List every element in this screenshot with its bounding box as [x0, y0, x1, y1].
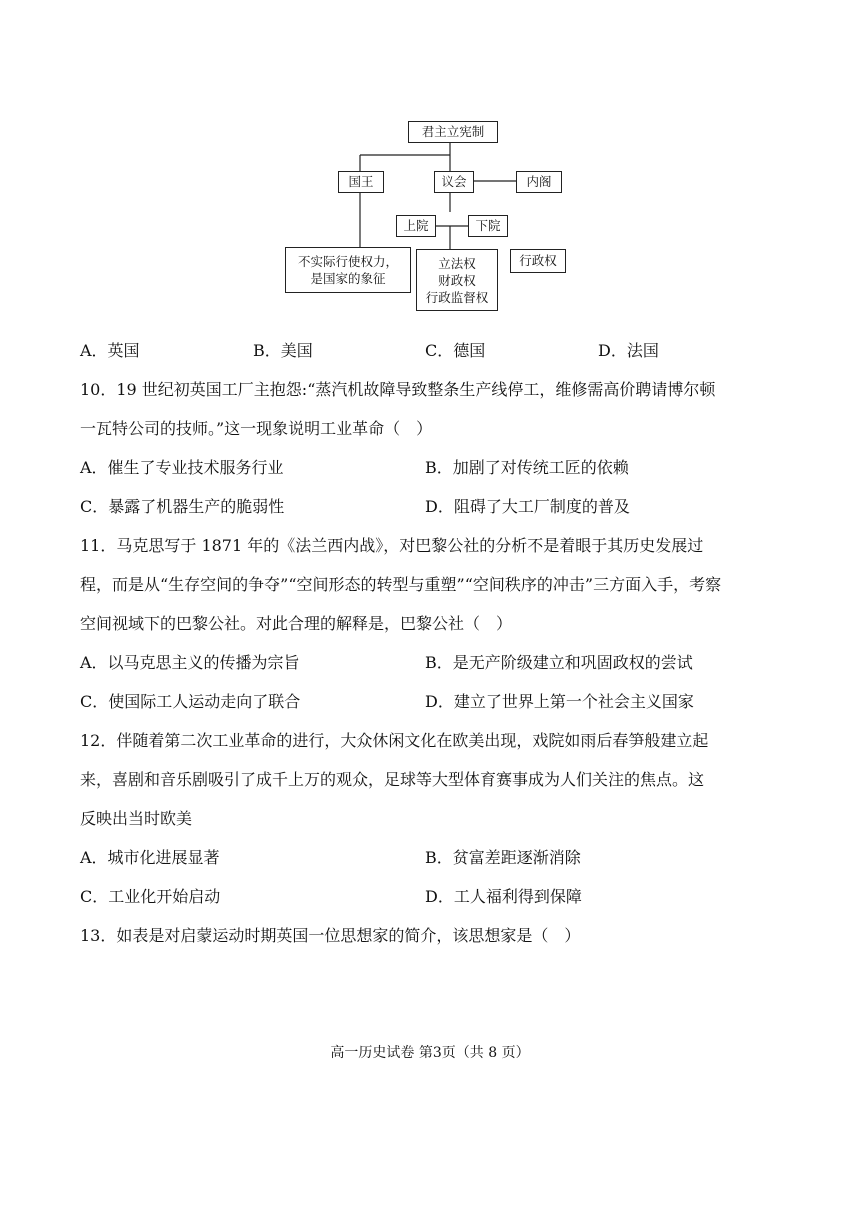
q12-option-a: A．城市化进展显著	[80, 848, 220, 867]
box-parliament-powers	[416, 249, 498, 311]
q10-option-c: C．暴露了机器生产的脆弱性	[80, 497, 285, 516]
box-king-description	[285, 247, 411, 293]
q12-option-d: D．工人福利得到保障	[425, 887, 582, 906]
q11-option-a: A．以马克思主义的传播为宗旨	[80, 653, 300, 672]
q11-option-d: D．建立了世界上第一个社会主义国家	[425, 692, 694, 711]
box-parliament: 议会	[434, 171, 474, 193]
box-executive-power: 行政权	[510, 249, 566, 273]
q12-stem-line: 来，喜剧和音乐剧吸引了成千上万的观众，足球等大型体育赛事成为人们关注的焦点。这	[80, 770, 705, 789]
q10-option-a: A．催生了专业技术服务行业	[80, 458, 284, 477]
q11-stem-line: 程，而是从“生存空间的争夺”“空间形态的转型与重塑”“空间秩序的冲击”三方面入手，考察	[80, 575, 722, 594]
q10-option-d: D．阻碍了大工厂制度的普及	[425, 497, 630, 516]
q12-stem-line: 12．伴随着第二次工业革命的进行，大众休闲文化在欧美出现，戏院如雨后春笋般建立起	[80, 731, 709, 750]
q12-option-c: C．工业化开始启动	[80, 887, 221, 906]
q9-option-c: C．德国	[425, 341, 486, 360]
q10-stem-line: 10．19 世纪初英国工厂主抱怨:“蒸汽机故障导致整条生产线停工，维修需高价聘请博尔顿	[80, 380, 716, 399]
q9-option-d: D．法国	[598, 341, 659, 360]
box-lower-house: 下院	[468, 215, 508, 237]
box-cabinet: 内阁	[516, 171, 562, 193]
q11-stem-line: 11．马克思写于 1871 年的《法兰西内战》，对巴黎公社的分析不是着眼于其历史发展过	[80, 536, 704, 555]
q10-option-b: B．加剧了对传统工匠的依赖	[425, 458, 629, 477]
box-upper-house: 上院	[396, 215, 436, 237]
q11-option-b: B．是无产阶级建立和巩固政权的尝试	[425, 653, 693, 672]
king-desc-line: 不实际行使权力，	[297, 254, 398, 269]
parl-power-line: 行政监督权	[425, 289, 489, 305]
parl-power-line: 立法权	[438, 255, 476, 271]
q13-stem-line: 13．如表是对启蒙运动时期英国一位思想家的简介，该思想家是（ ）	[80, 926, 581, 945]
q9-option-a: A．英国	[80, 341, 140, 360]
box-king: 国王	[338, 171, 384, 193]
q11-stem-line: 空间视域下的巴黎公社。对此合理的解释是，巴黎公社（ ）	[80, 614, 513, 633]
king-desc-line: 是国家的象征	[310, 271, 386, 286]
q12-option-b: B．贫富差距逐渐消除	[425, 848, 581, 867]
box-constitutional-monarchy: 君主立宪制	[408, 121, 498, 143]
q11-option-c: C．使国际工人运动走向了联合	[80, 692, 301, 711]
page-footer: 高一历史试卷 第3页（共 8 页）	[330, 1045, 530, 1061]
constitutional-monarchy-diagram	[280, 115, 557, 315]
q9-option-b: B．美国	[253, 341, 313, 360]
q10-stem-line: 一瓦特公司的技师。”这一现象说明工业革命（ ）	[80, 419, 433, 438]
q12-stem-line: 反映出当时欧美	[80, 809, 193, 828]
parl-power-line: 财政权	[438, 272, 476, 288]
